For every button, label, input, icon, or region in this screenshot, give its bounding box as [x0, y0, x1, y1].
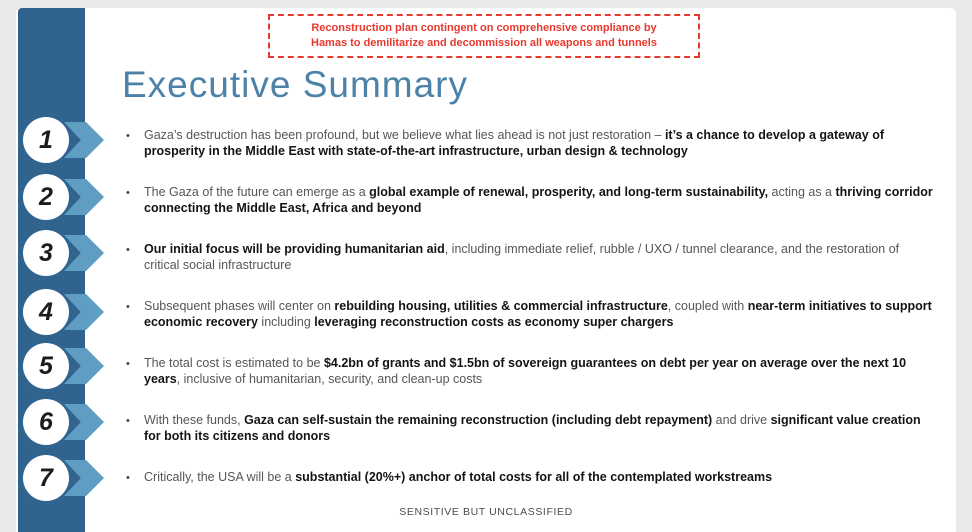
step-number-badge: 6 — [23, 399, 69, 445]
bullet-text-bold: Gaza can self-sustain the remaining reconstruction (including debt repayment) — [244, 413, 713, 427]
bullet-item-4 — [124, 299, 938, 330]
bullet-text: , including immediate relief, rubble / UXO / tunnel clearance, and the restoration of critical social infrastructure — [144, 242, 900, 272]
bullet-dot-icon: • — [126, 187, 130, 199]
page-title: Executive Summary — [122, 64, 468, 105]
bullet-text-bold: thriving corridor connecting the Middle East, Africa and beyond — [144, 185, 933, 215]
bullet-item-5 — [124, 356, 938, 387]
bullet-text: including — [257, 314, 315, 329]
bullet-dot-icon: • — [126, 244, 130, 256]
step-number-badge: 2 — [23, 174, 69, 220]
step-number-badge: 5 — [23, 343, 69, 389]
bullet-text: and drive — [712, 413, 771, 427]
warning-line-1: Reconstruction plan contingent on comprehensive compliance by — [311, 22, 657, 34]
bullet-text: , inclusive of humanitarian, security, and clean-up costs — [176, 371, 483, 386]
bullet-dot-icon: • — [126, 472, 130, 484]
bullet-text-bold: it’s a chance to develop a gateway of prosperity in the Middle East with state-of-the-art infrastructure, urban design & technology — [144, 128, 884, 158]
bullet-text: Subsequent phases will center on — [144, 299, 335, 313]
bullet-text: , coupled with — [667, 299, 748, 313]
bullet-text: The Gaza of the future can emerge as a — [144, 185, 370, 199]
bullet-item-2 — [124, 185, 938, 216]
bullet-text-bold: global example of renewal, prosperity, and long-term sustainability, — [369, 185, 769, 199]
bullet-dot-icon: • — [126, 301, 130, 313]
bullet-item-3 — [124, 242, 938, 273]
bullet-text: Gaza’s destruction has been profound, but we believe what lies ahead is not just restoration – — [144, 128, 665, 142]
step-number-badge: 3 — [23, 230, 69, 276]
step-number-badge: 1 — [23, 117, 69, 163]
bullet-list — [124, 128, 938, 512]
bullet-text-bold: $4.2bn of grants and $1.5bn of sovereign guarantees on debt per year on average over the next 10 years — [144, 356, 907, 386]
classification-footer: SENSITIVE BUT UNCLASSIFIED — [399, 506, 573, 518]
bullet-text-bold: substantial (20%+) anchor of total costs for all of the contemplated workstreams — [295, 470, 773, 484]
bullet-item-7 — [124, 470, 938, 486]
bullet-text-bold: Our initial focus will be providing humanitarian aid — [144, 242, 445, 256]
warning-line-2: Hamas to demilitarize and decommission all weapons and tunnels — [311, 37, 657, 49]
compliance-warning-banner — [268, 14, 700, 58]
step-number-badge: 4 — [23, 289, 69, 335]
bullet-text-bold: near-term initiatives to support economic recovery — [144, 299, 932, 329]
bullet-text: With these funds, — [144, 413, 245, 427]
bullet-item-1 — [124, 128, 938, 159]
bullet-text: acting as a — [768, 185, 836, 199]
bullet-text-bold: significant value creation for both its citizens and donors — [144, 413, 921, 443]
bullet-text-bold: leveraging reconstruction costs as economy super chargers — [314, 314, 674, 329]
bullet-dot-icon: • — [126, 358, 130, 370]
bullet-text: The total cost is estimated to be — [144, 356, 324, 370]
bullet-text: Critically, the USA will be a — [144, 470, 296, 484]
bullet-dot-icon: • — [126, 415, 130, 427]
bullet-text-bold: rebuilding housing, utilities & commercial infrastructure — [334, 299, 668, 313]
presentation-slide — [16, 8, 956, 532]
bullet-dot-icon: • — [126, 130, 130, 142]
step-number-badge: 7 — [23, 455, 69, 501]
bullet-item-6 — [124, 413, 938, 444]
